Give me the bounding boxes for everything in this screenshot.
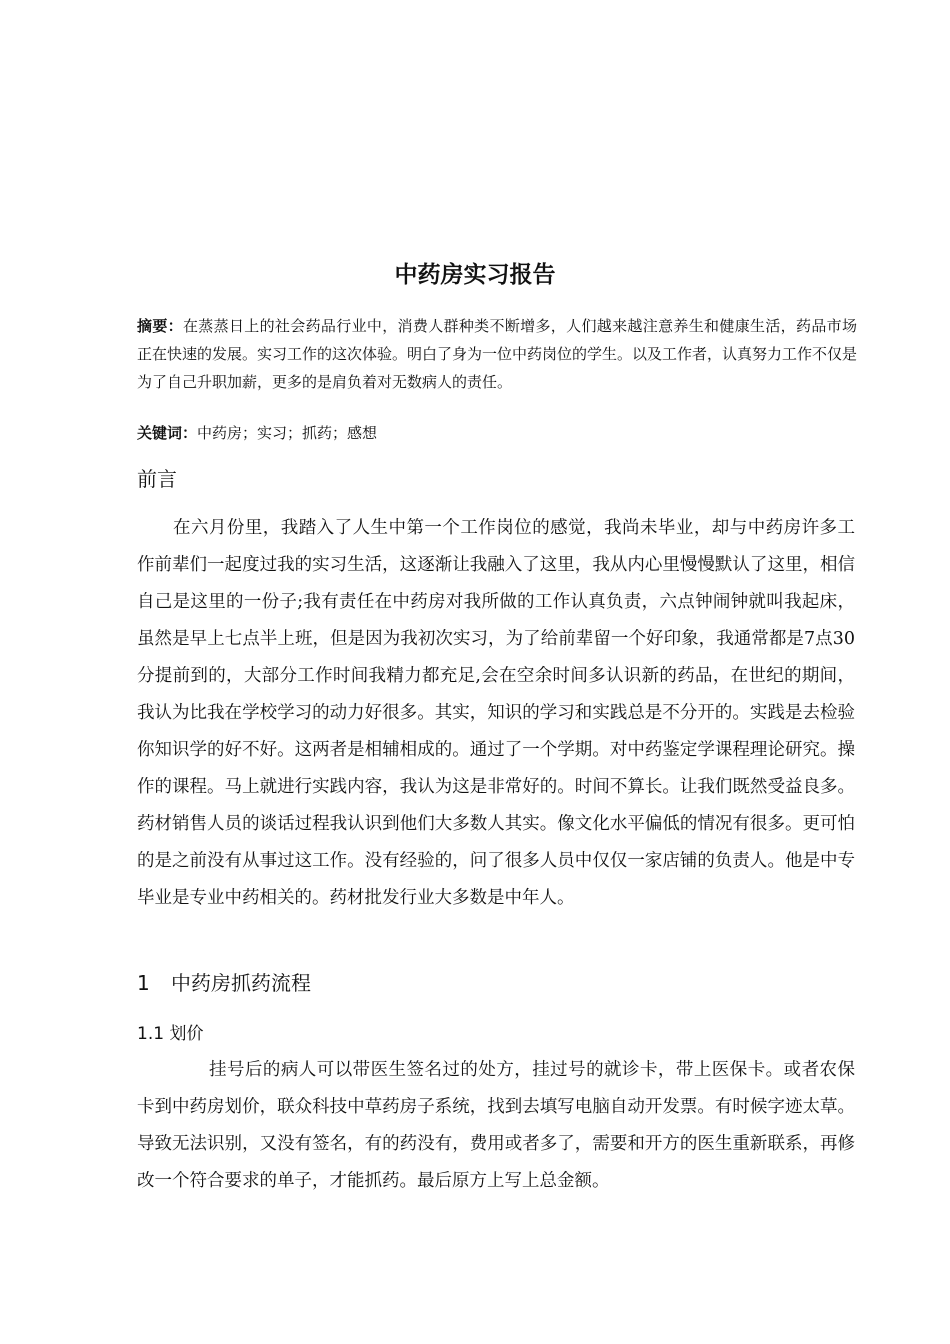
preface-paragraph: 在六月份里，我踏入了人生中第一个工作岗位的感觉，我尚未毕业，却与中药房许多工作前辈们一起度过我的实习生活，这逐渐让我融入了这里，我从内心里慢慢默认了这里，相信自己是这里的一份子;我有责任在中药房对我所做的工作认真负责，六点钟闹钟就叫我起床， 虽然是早上七点半上班，但是因为我初次实习，为了给前辈留一个好印象，我通常都是7点30分提前到的，大部分工作时间我精力都充足,会在空余时间多认识新的药品，在世纪的期间，我认为比我在学校学习的动力好很多。其实，知识的学习和实践总是不分开的。实践是去检验你知识学的好不好。这两者是相辅相成的。通过了一个学期。对中药鉴定学课程理论研究。操作的课程。马上就进行实践内容，我认为这是非常好的。时间不算长。让我们既然受益良多。药材销售人员的谈话过程我认识到他们大多数人其实。像文化水平偏低的情况有很多。更可怕的是之前没有从事过这工作。没有经验的，问了很多人员中仅仅一家店铺的负责人。他是中专毕业是专业中药相关的。药材批发行业大多数是中年人。: [137, 518, 855, 908]
section-1-title: 中药房抓药流程: [171, 971, 311, 995]
document-title: 中药房实习报告: [394, 262, 556, 288]
keywords-line: [137, 420, 857, 446]
abstract-label: 摘要：: [137, 317, 183, 335]
keywords-label: 关键词：: [137, 424, 198, 442]
section-1-number: 1: [137, 971, 150, 995]
subsection-1-1-paragraph: 挂号后的病人可以带医生签名过的处方，挂过号的就诊卡，带上医保卡。或者农保卡到中药房划价，联众科技中草药房子系统，找到去填写电脑自动开发票。有时候字迹太草。导致无法识别，又没有签名，有的药没有，费用或者多了，需要和开方的医生重新联系，再修改一个符合要求的单子，才能抓药。最后原方上写上总金额。: [137, 1060, 855, 1191]
abstract-text: 在蒸蒸日上的社会药品行业中，消费人群种类不断增多，人们越来越注意养生和健康生活，药品市场正在快速的发展。实习工作的这次体验。明白了身为一位中药岗位的学生。以及工作者，认真努力工作不仅是为了自己升职加薪，更多的是肩负着对无数病人的责任。: [137, 317, 858, 391]
preface-heading: 前言: [137, 467, 177, 491]
section-1-heading: [137, 966, 311, 1000]
keywords-text: 中药房；实习；抓药；感想: [197, 424, 378, 442]
subsection-1-1-heading: 1.1 划价: [137, 1024, 204, 1044]
abstract-paragraph: [137, 312, 857, 396]
